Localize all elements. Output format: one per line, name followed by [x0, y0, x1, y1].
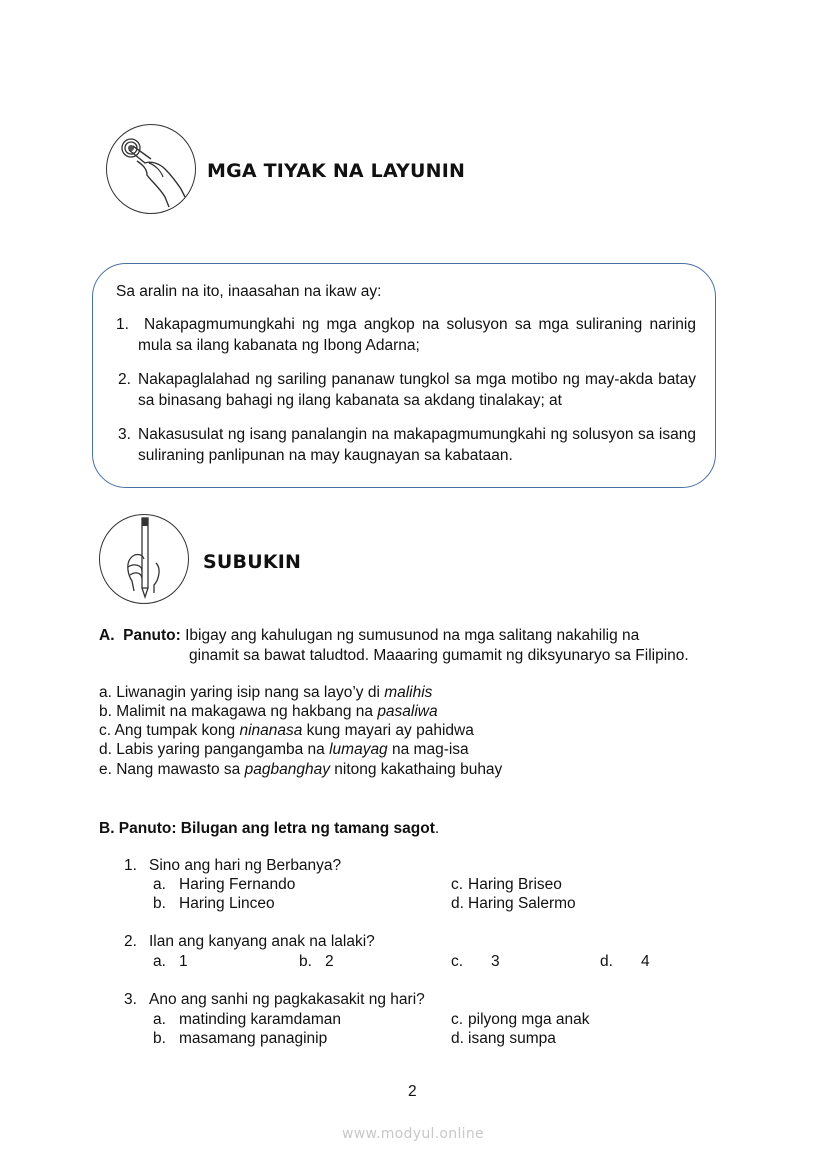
item-text: b. Malimit na makagawa ng hakbang na: [99, 703, 378, 720]
part-a-label: A. Panuto:: [99, 627, 181, 644]
question-text: Ano ang sanhi ng pagkakasakit ng hari?: [149, 991, 425, 1008]
choice-text: Haring Salermo: [468, 895, 576, 912]
part-b-period: .: [434, 820, 440, 837]
part-a-item: [99, 741, 469, 759]
choice-letter: c.: [451, 953, 464, 970]
question-text: Sino ang hari ng Berbanya?: [149, 857, 342, 874]
hand-holding-pencil-icon: [100, 515, 188, 603]
choice[interactable]: [299, 953, 334, 971]
choice[interactable]: [153, 953, 188, 971]
choice[interactable]: [451, 1011, 590, 1029]
part-a-item: [99, 761, 502, 779]
question: [124, 991, 425, 1009]
objective-text: Nakapagmumungkahi ng mga angkop na solusyon sa mga suliraning narinig mula sa ilang kabanata ng Ibong Adarna;: [138, 316, 696, 354]
choice[interactable]: [153, 895, 275, 913]
part-a-instruction-line2: ginamit sa bawat taludtod. Maaaring gumamit ng diksyunaryo sa Filipino.: [189, 647, 689, 664]
watermark: www.modyul.online: [342, 1126, 484, 1142]
objective-text: Nakapaglalahad ng sariling pananaw tungkol sa mga motibo ng may-akda batay sa binasang bahagi ng ilang kabanata sa akdang tinalakay; at: [138, 371, 696, 409]
choice[interactable]: [451, 895, 576, 913]
objective-item: [116, 424, 696, 466]
choice-letter: d.: [600, 953, 613, 970]
part-a-item: [99, 722, 474, 740]
choice-text: 3: [491, 953, 500, 970]
choice-letter: a.: [153, 876, 166, 893]
italic-word: pasaliwa: [377, 703, 438, 720]
question-text: Ilan ang kanyang anak na lalaki?: [149, 933, 375, 950]
part-a-instruction-line1: Ibigay ang kahulugan ng sumusunod na mga salitang nakahilig na: [185, 627, 640, 644]
choice-text: Haring Linceo: [179, 895, 275, 912]
objective-number: 1.: [116, 316, 129, 333]
choice-letter: c.: [451, 1011, 464, 1028]
item-text: e. Nang mawasto sa: [99, 761, 245, 778]
choice-letter: d.: [451, 1030, 464, 1047]
objective-number: 3.: [118, 426, 131, 443]
italic-word: pagbanghay: [244, 761, 330, 778]
part-a-item: [99, 684, 432, 702]
choice-letter: d.: [451, 895, 464, 912]
objectives-icon-circle: [106, 124, 196, 214]
choice-text: 1: [179, 953, 188, 970]
part-a-instruction: [99, 627, 639, 645]
choice-text: matinding karamdaman: [179, 1011, 341, 1028]
choice[interactable]: [153, 1011, 341, 1029]
choice-text: pilyong mga anak: [468, 1011, 590, 1028]
choice-text: Haring Fernando: [179, 876, 296, 893]
part-b-instruction: [99, 820, 439, 838]
pointing-hand-icon: [107, 125, 195, 213]
item-text: na mag-isa: [387, 741, 469, 758]
choice[interactable]: [153, 1030, 327, 1048]
question: [124, 857, 341, 875]
item-text: c. Ang tumpak kong: [99, 722, 240, 739]
italic-word: malihis: [384, 684, 433, 701]
italic-word: ninanasa: [239, 722, 303, 739]
part-b-instruction-text: B. Panuto: Bilugan ang letra ng tamang sagot: [99, 820, 435, 837]
italic-word: lumayag: [329, 741, 388, 758]
item-text: a. Liwanagin yaring isip nang sa layo’y di: [99, 684, 385, 701]
part-a-item: [99, 703, 438, 721]
item-text: nitong kakathaing buhay: [329, 761, 503, 778]
choice-letter: b.: [153, 895, 166, 912]
choice[interactable]: [451, 953, 500, 971]
choice[interactable]: [600, 953, 650, 971]
objectives-intro: Sa aralin na ito, inaasahan na ikaw ay:: [116, 283, 382, 300]
item-text: d. Labis yaring pangangamba na: [99, 741, 330, 758]
choice[interactable]: [451, 876, 562, 894]
subukin-title: SUBUKIN: [203, 551, 302, 573]
question: [124, 933, 375, 951]
question-number: 1.: [124, 857, 137, 874]
choice-letter: a.: [153, 953, 166, 970]
choice-letter: a.: [153, 1011, 166, 1028]
choice-text: isang sumpa: [468, 1030, 556, 1047]
choice-letter: b.: [153, 1030, 166, 1047]
choice-text: Haring Briseo: [468, 876, 562, 893]
subukin-icon-circle: [99, 514, 189, 604]
question-number: 2.: [124, 933, 137, 950]
item-text: kung mayari ay pahidwa: [302, 722, 474, 739]
choice[interactable]: [451, 1030, 556, 1048]
objective-number: 2.: [118, 371, 131, 388]
choice[interactable]: [153, 876, 295, 894]
choice-letter: b.: [299, 953, 312, 970]
objective-text: Nakasusulat ng isang panalangin na makapagmumungkahi ng solusyon sa isang suliraning panlipunan na may kaugnayan sa kabataan.: [138, 426, 696, 464]
objective-item: [116, 369, 696, 411]
question-number: 3.: [124, 991, 137, 1008]
page-number: 2: [408, 1083, 417, 1100]
objectives-title: MGA TIYAK NA LAYUNIN: [207, 160, 466, 182]
choice-text: 2: [325, 953, 334, 970]
choice-text: 4: [641, 953, 650, 970]
choice-letter: c.: [451, 876, 464, 893]
objective-item: [116, 314, 696, 356]
choice-text: masamang panaginip: [179, 1030, 328, 1047]
